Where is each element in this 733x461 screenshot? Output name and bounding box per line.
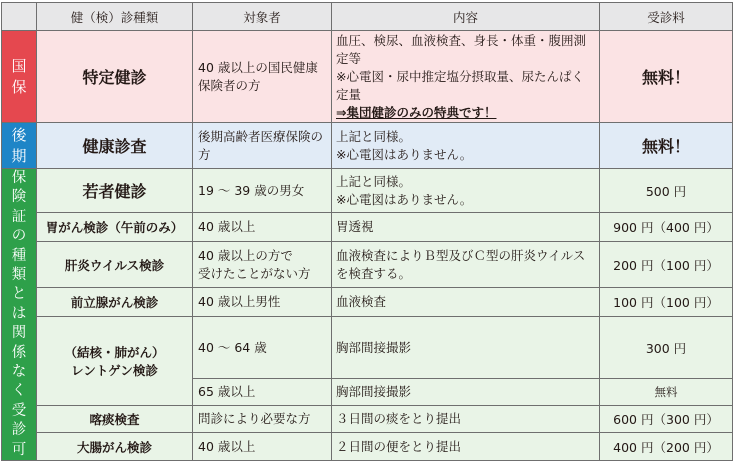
content-line: ※心電図はありません。: [336, 191, 473, 207]
checkup-content: [332, 169, 600, 213]
special-note: ⇒集団健診のみの特典です！: [336, 104, 497, 120]
category-char: 保: [11, 77, 27, 96]
checkup-target: 40 ～ 64 歳: [193, 317, 332, 379]
checkup-name: 肝炎ウイルス検診: [37, 242, 193, 288]
checkup-target: 40 歳以上男性: [193, 288, 332, 317]
checkup-content: [332, 31, 600, 123]
category-char: 係: [11, 344, 27, 361]
category-char: 国: [11, 56, 27, 75]
checkup-name: 特定健診: [37, 31, 193, 123]
category-char: は: [11, 305, 27, 322]
category-char: 関: [11, 325, 27, 342]
checkup-content: 胃透視: [332, 213, 600, 242]
category-char: 類: [11, 267, 27, 284]
content-line: ※心電図はありません。: [336, 146, 473, 162]
checkup-target: 19 ～ 39 歳の男女: [193, 169, 332, 213]
header-blank: [2, 3, 37, 31]
checkup-fee: 無料！: [600, 31, 733, 123]
category-char: と: [11, 286, 27, 303]
checkup-fee: 600 円（300 円）: [600, 406, 733, 433]
checkup-fee: 100 円（100 円）: [600, 288, 733, 317]
checkup-target: 40 歳以上の国民健康保険者の方: [193, 31, 332, 123]
category-char: 種: [11, 247, 27, 264]
category-char: 保: [11, 170, 27, 186]
header-target: 対象者: [193, 3, 332, 31]
checkup-fee: 500 円: [600, 169, 733, 213]
row-daicho: [2, 433, 733, 461]
header-row: [2, 3, 733, 31]
checkup-content: 胸部間接撮影: [332, 379, 600, 406]
content-line: 上記と同様。: [336, 173, 412, 189]
checkup-content: 胸部間接撮影: [332, 317, 600, 379]
content-line: 上記と同様。: [336, 128, 412, 144]
row-zenritsusen: [2, 288, 733, 317]
row-igan: [2, 213, 733, 242]
checkup-fee: 200 円（100 円）: [600, 242, 733, 288]
row-tokutei: [2, 31, 733, 123]
content-line: 血圧、検尿、血液検査、身長・体重・腹囲測定等: [336, 32, 587, 66]
target-line: 40 歳以上の方で: [198, 247, 293, 263]
checkup-target: 40 歳以上: [193, 433, 332, 461]
checkup-fee: 無料: [600, 379, 733, 406]
header-content: 内容: [332, 3, 600, 31]
category-kokuho: [2, 31, 37, 123]
category-char: く: [11, 383, 27, 400]
category-char: 受: [11, 402, 27, 419]
category-char: 診: [11, 422, 27, 439]
checkup-target: [193, 242, 332, 288]
checkup-name: [37, 317, 193, 406]
checkup-name: 若者健診: [37, 169, 193, 213]
checkup-name: 健康診査: [37, 123, 193, 169]
name-line: レントゲン検診: [71, 363, 158, 379]
category-char: な: [11, 364, 27, 381]
category-char: 可: [11, 441, 27, 458]
category-char: 期: [11, 146, 27, 165]
checkup-content: ３日間の痰をとり提出: [332, 406, 600, 433]
checkup-table: [1, 2, 733, 461]
category-char: 証: [11, 208, 27, 225]
checkup-fee: 400 円（200 円）: [600, 433, 733, 461]
checkup-target: 後期高齢者医療保険の方: [193, 123, 332, 169]
category-char: 後: [11, 125, 27, 144]
category-char: の: [11, 228, 27, 245]
category-char: 険: [11, 189, 27, 206]
checkup-name: 大腸がん検診: [37, 433, 193, 461]
content-line: ※心電図・尿中推定塩分摂取量、尿たんぱく定量: [336, 68, 584, 102]
checkup-name: 胃がん検診（午前のみ）: [37, 213, 193, 242]
checkup-fee-table: [1, 2, 732, 458]
checkup-content: [332, 123, 600, 169]
row-kenko: [2, 123, 733, 169]
name-line: （結核・肺がん）: [64, 345, 165, 361]
row-kanen: [2, 242, 733, 288]
target-line: 受けたことがない方: [198, 265, 311, 281]
checkup-fee: 900 円（400 円）: [600, 213, 733, 242]
checkup-content: 血液検査: [332, 288, 600, 317]
checkup-target: 40 歳以上: [193, 213, 332, 242]
checkup-fee: 300 円: [600, 317, 733, 379]
header-fee: 受診料: [600, 3, 733, 31]
row-kakutan: [2, 406, 733, 433]
category-kouki: [2, 123, 37, 169]
row-wakamono: [2, 169, 733, 213]
row-xray-1: [2, 317, 733, 379]
checkup-name: 喀痰検査: [37, 406, 193, 433]
checkup-content: ２日間の便をとり提出: [332, 433, 600, 461]
checkup-fee: 無料！: [600, 123, 733, 169]
checkup-target: 65 歳以上: [193, 379, 332, 406]
checkup-content: 血液検査によりＢ型及びＣ型の肝炎ウイルスを検査する。: [332, 242, 600, 288]
header-type: 健（検）診種類: [37, 3, 193, 31]
checkup-target: 問診により必要な方: [193, 406, 332, 433]
category-other: [2, 169, 37, 461]
checkup-name: 前立腺がん検診: [37, 288, 193, 317]
